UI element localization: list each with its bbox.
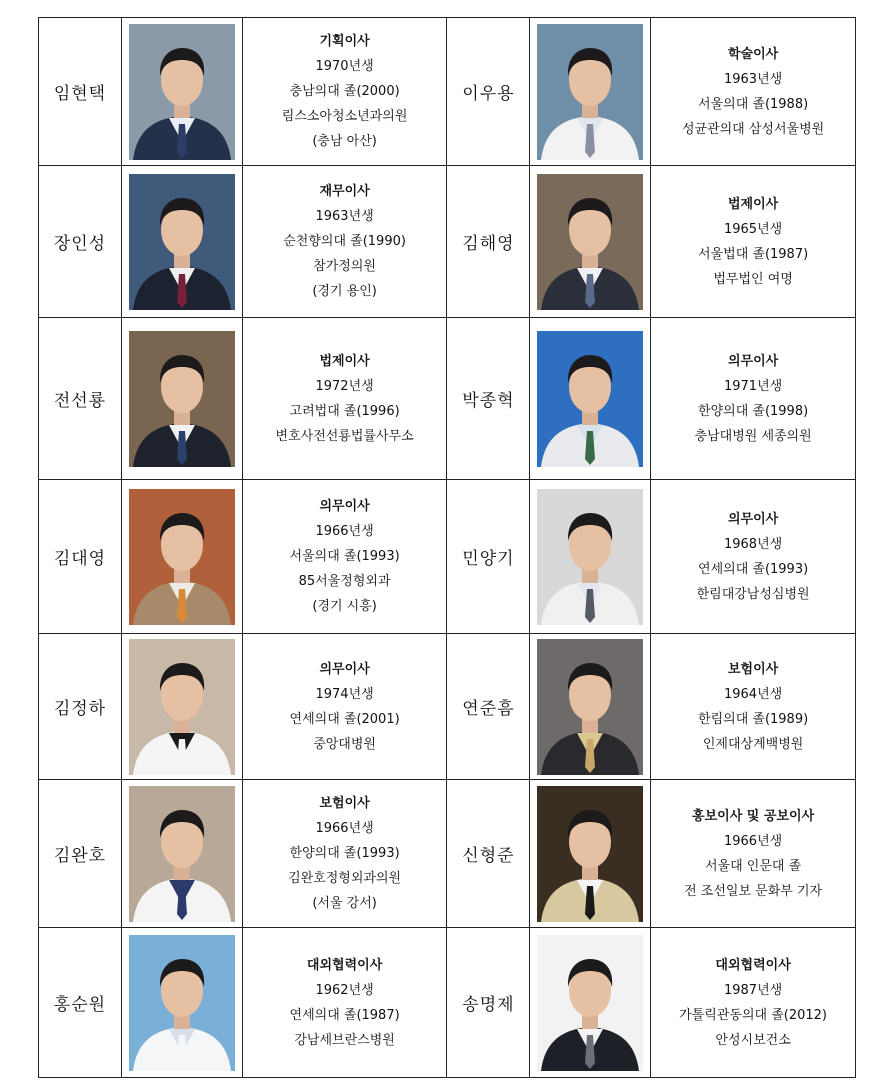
member-detail-line: 순천향의대 졸(1990) [283,234,406,249]
member-photo-cell [121,634,242,780]
member-name: 임현택 [39,18,122,166]
member-detail-line: 1966년생 [315,524,374,539]
member-detail-line: 연세의대 졸(1993) [698,561,809,577]
member-photo [129,331,235,467]
member-detail-line: 강남세브란스병원 [294,1032,395,1048]
member-role: 의무이사 [319,661,370,677]
member-name: 이우용 [447,18,530,166]
member-role: 의무이사 [727,353,779,369]
member-info [242,480,447,634]
member-photo [537,24,643,160]
member-info [242,634,447,780]
member-name: 김해영 [447,166,530,318]
member-detail-line: 인제대상계백병원 [702,736,804,752]
member-photo-cell [121,780,242,928]
member-detail-line: 1972년생 [315,378,374,394]
member-photo [129,24,235,160]
member-photo-cell [121,480,242,634]
member-detail-line: 한림대강남성심병원 [696,586,810,602]
member-info [242,780,447,928]
member-detail-line: 1965년생 [723,221,783,237]
member-detail-line: 가톨릭관동의대 졸(2012) [679,1007,827,1023]
member-detail-line: 성균관의대 삼성서울병원 [681,121,825,137]
member-name: 송명제 [447,928,530,1078]
member-info [651,18,856,166]
member-name: 민양기 [447,480,530,634]
member-photo [537,331,643,467]
member-photo [129,639,235,775]
member-role: 대외협력이사 [715,957,791,973]
member-photo [129,174,235,310]
member-photo-cell [121,166,242,318]
member-photo-cell [530,18,651,166]
executive-board-table [38,17,856,1078]
member-photo [129,935,235,1071]
member-detail-line: (경기 시흥) [312,599,377,614]
member-detail-line: 1964년생 [723,686,783,702]
member-detail-line: 중앙대병원 [313,736,376,752]
member-photo-cell [530,480,651,634]
member-photo [537,174,643,310]
member-detail-line: 고려법대 졸(1996) [289,403,400,419]
member-photo-cell [530,928,651,1078]
member-name: 전선룡 [39,318,122,480]
member-detail-line: 1963년생 [315,209,374,224]
member-role: 대외협력이사 [306,957,383,973]
member-name: 김완호 [39,780,122,928]
board-row [39,318,856,480]
member-photo-cell [121,18,242,166]
board-row [39,166,856,318]
board-row [39,18,856,166]
member-detail-line: 한림의대 졸(1989) [698,711,809,727]
member-detail-line: (충남 아산) [312,134,377,149]
member-detail-line: 서울대 인문대 졸 [705,858,802,874]
member-detail-line: 한양의대 졸(1993) [289,846,400,861]
member-detail-line: 1963년생 [723,71,783,87]
member-photo-cell [121,318,242,480]
member-role: 홍보이사 및 공보이사 [692,808,815,824]
member-detail-line: 안성시보건소 [715,1032,791,1048]
member-role: 법제이사 [319,353,370,369]
member-photo-cell [530,780,651,928]
member-name: 신형준 [447,780,530,928]
board-row [39,780,856,928]
member-name: 김대영 [39,480,122,634]
member-role: 법제이사 [727,196,779,212]
member-photo [537,639,643,775]
member-info [242,928,447,1078]
member-role: 의무이사 [319,499,370,514]
member-detail-line: 1970년생 [315,59,374,74]
member-info [651,166,856,318]
board-row [39,634,856,780]
member-role: 학술이사 [727,46,779,62]
board-row [39,928,856,1078]
member-photo-cell [121,928,242,1078]
member-detail-line: 1968년생 [723,536,783,552]
member-photo [129,489,235,625]
member-detail-line: 연세의대 졸(1987) [289,1007,400,1023]
member-info [242,18,447,166]
member-photo [129,786,235,922]
member-info [651,318,856,480]
member-photo-cell [530,318,651,480]
member-info [651,928,856,1078]
member-detail-line: 1987년생 [723,982,783,998]
member-detail-line: 김완호정형외과의원 [288,871,402,886]
member-detail-line: 법무법인 여명 [713,271,793,287]
member-detail-line: (경기 용인) [312,284,377,299]
member-info [242,318,447,480]
member-role: 의무이사 [727,511,779,527]
member-detail-line: 1966년생 [315,821,374,836]
member-photo [537,786,643,922]
member-detail-line: 1966년생 [723,833,783,849]
member-role: 기획이사 [319,34,370,49]
member-detail-line: 변호사전선룡법률사무소 [275,428,414,444]
member-detail-line: 충남의대 졸(2000) [289,84,400,99]
member-detail-line: 참가정의원 [313,259,376,274]
member-name: 박종혁 [447,318,530,480]
member-info [651,480,856,634]
member-photo [537,935,643,1071]
member-name: 김정하 [39,634,122,780]
member-name: 홍순원 [39,928,122,1078]
member-detail-line: 림스소아청소년과의원 [281,109,408,124]
member-info [242,166,447,318]
member-detail-line: (서울 강서) [312,896,377,911]
member-detail-line: 85서울정형외과 [298,574,391,589]
member-detail-line: 전 조선일보 문화부 기자 [684,883,823,899]
member-role: 보험이사 [727,661,779,677]
member-role: 보험이사 [319,796,370,811]
member-detail-line: 한양의대 졸(1998) [698,403,809,419]
member-photo-cell [530,166,651,318]
member-info [651,634,856,780]
member-name: 연준흠 [447,634,530,780]
member-photo-cell [530,634,651,780]
member-detail-line: 연세의대 졸(2001) [289,711,400,727]
member-detail-line: 1962년생 [315,982,374,998]
member-detail-line: 서울의대 졸(1993) [289,549,400,564]
member-detail-line: 서울의대 졸(1988) [698,96,809,112]
member-name: 장인성 [39,166,122,318]
member-detail-line: 충남대병원 세종의원 [694,428,812,444]
member-photo [537,489,643,625]
member-role: 재무이사 [319,184,370,199]
member-detail-line: 1971년생 [723,378,783,394]
member-detail-line: 서울법대 졸(1987) [698,246,809,262]
board-row [39,480,856,634]
member-info [651,780,856,928]
member-detail-line: 1974년생 [315,686,374,702]
